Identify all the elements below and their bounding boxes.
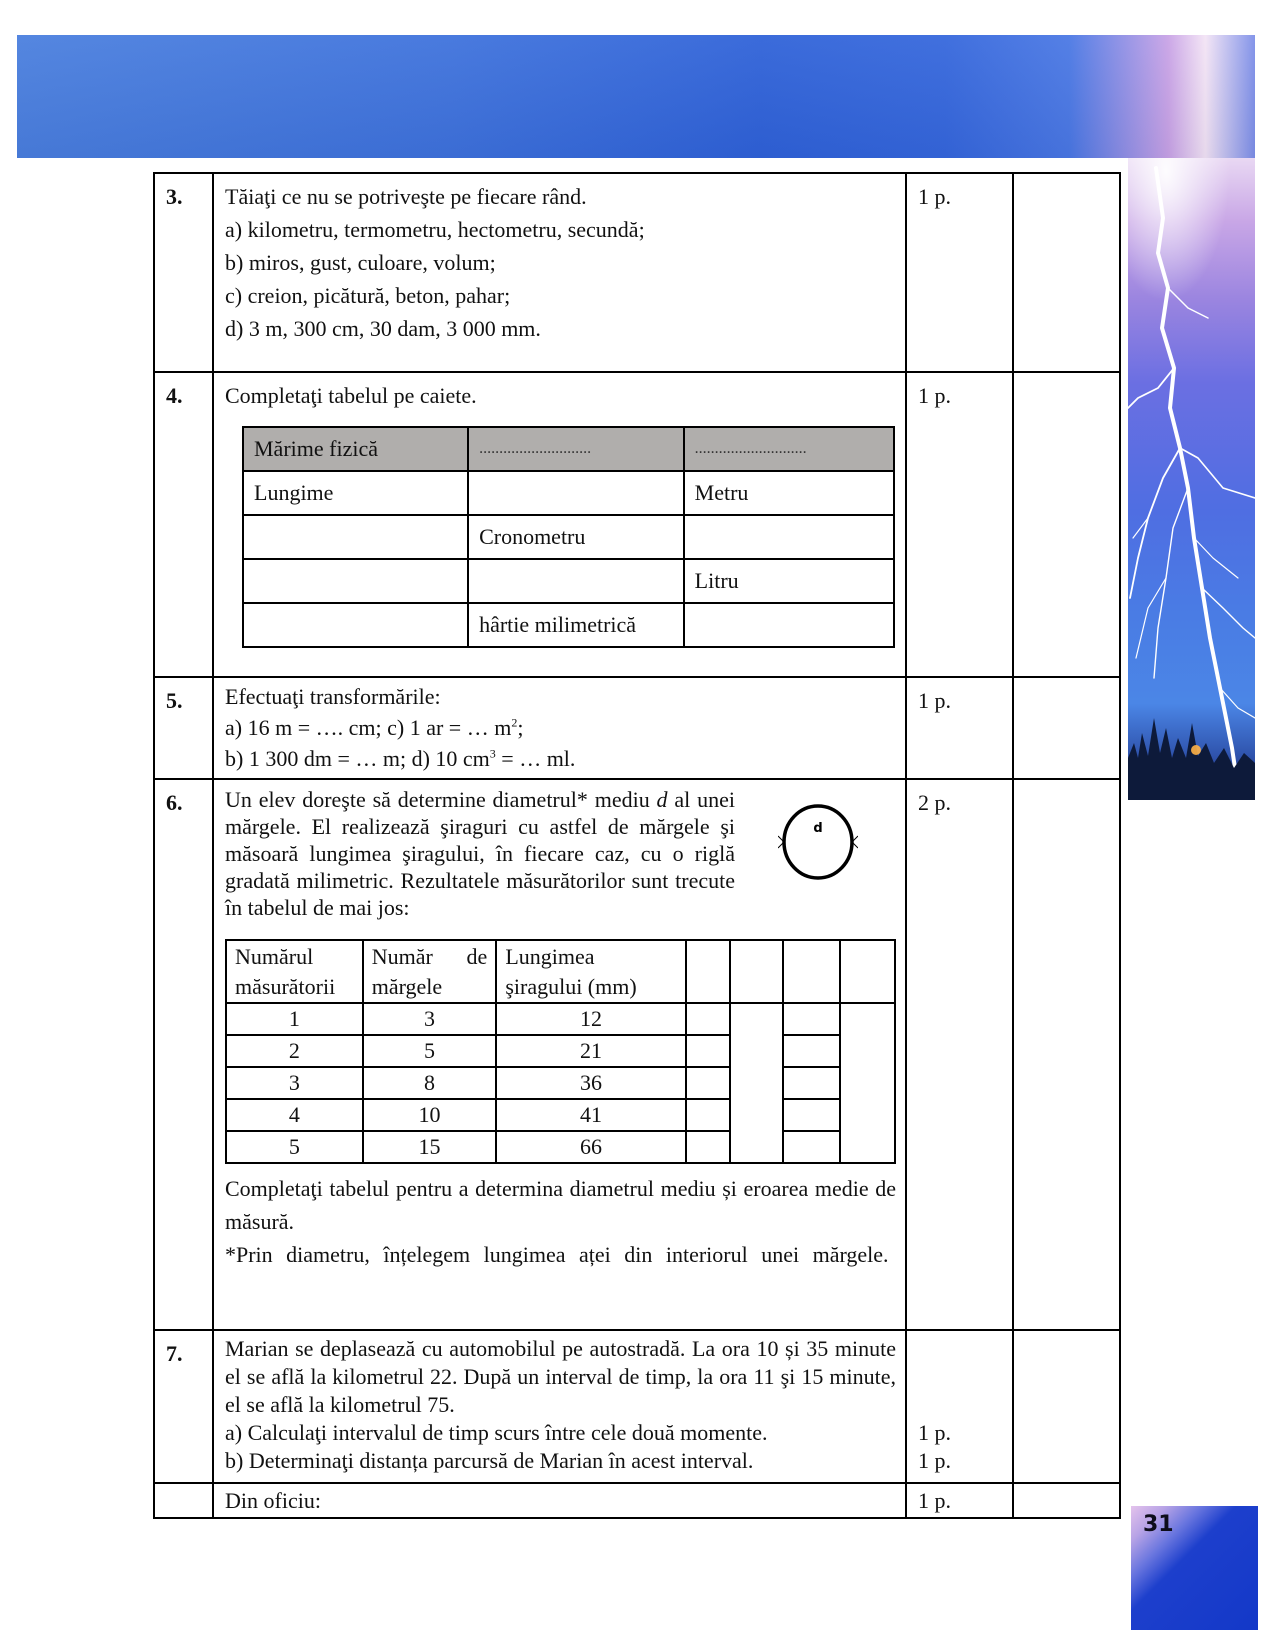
table-header-row [243, 427, 894, 471]
question-title: Tăiaţi ce nu se potriveşte pe fiecare rând. [225, 184, 587, 209]
instruction-text: Completaţi tabelul pentru a determina diametrul mediu și eroarea medie de măsură. [225, 1176, 896, 1234]
din-oficiu-label: Din oficiu: [213, 1483, 906, 1518]
blank-cell[interactable] [686, 1067, 730, 1099]
header-cell-blank[interactable] [783, 940, 840, 1003]
measurement-number: 1 [226, 1003, 363, 1035]
question-7-content [213, 1330, 906, 1483]
score-cell[interactable] [1013, 372, 1120, 677]
table-row [243, 471, 894, 515]
din-oficiu-row [154, 1483, 1120, 1518]
table-row [226, 1035, 895, 1067]
points-cell: 1 p. [906, 677, 1013, 779]
table-cell[interactable]: Litru [684, 559, 894, 603]
variable-d: d [656, 787, 668, 812]
footnote-text: *Prin diametru, înțelegem lungimea aței din interiorul unei mărgele. [225, 1242, 889, 1267]
bead-diagram-icon [778, 802, 858, 882]
measurement-number: 3 [226, 1067, 363, 1099]
blank-cell[interactable] [783, 1099, 840, 1131]
question-item: a) kilometru, termometru, hectometru, secundă; [225, 217, 645, 242]
points-cell [906, 1330, 1013, 1483]
string-length: 21 [496, 1035, 685, 1067]
exponent: 3 [489, 746, 496, 761]
measurement-number: 5 [226, 1131, 363, 1163]
blank-cell[interactable] [783, 1131, 840, 1163]
question-5-row [154, 677, 1120, 779]
question-text [225, 786, 735, 921]
measurement-number: 4 [226, 1099, 363, 1131]
test-table [153, 172, 1121, 1519]
string-length: 66 [496, 1131, 685, 1163]
measurement-number: 2 [226, 1035, 363, 1067]
table-cell[interactable] [468, 471, 684, 515]
blank-merged-cell[interactable] [730, 1003, 784, 1163]
header-cell: Numărul măsurătorii [226, 940, 363, 1003]
blank-cell[interactable] [686, 1003, 730, 1035]
table-cell[interactable]: Metru [684, 471, 894, 515]
header-cell-blank[interactable] [840, 940, 895, 1003]
table-row [243, 559, 894, 603]
blank-cell[interactable] [686, 1035, 730, 1067]
table-header-row [226, 940, 895, 1003]
lightning-image [1128, 158, 1255, 800]
table-row [243, 603, 894, 647]
diagram-label: d [813, 821, 823, 836]
table-cell[interactable] [243, 559, 468, 603]
question-number: 7. [154, 1330, 213, 1483]
question-6-intro [225, 786, 893, 921]
score-cell[interactable] [1013, 779, 1120, 1330]
header-cell-blank[interactable] [730, 940, 784, 1003]
question-item: b) miros, gust, culoare, volum; [225, 250, 496, 275]
question-text-part: Un elev doreşte să determine diametrul* mediu [225, 787, 657, 812]
string-length: 12 [496, 1003, 685, 1035]
question-title: Efectuaţi transformările: [225, 684, 441, 709]
question-3-row [154, 173, 1120, 372]
bead-count: 15 [363, 1131, 497, 1163]
sub-question-a: a) Calculaţi intervalul de timp scurs între cele două momente. [225, 1420, 768, 1445]
bead-count: 8 [363, 1067, 497, 1099]
physical-quantities-table [242, 426, 895, 648]
table-row [226, 1003, 895, 1035]
question-5-content [213, 677, 906, 779]
bead-count: 3 [363, 1003, 497, 1035]
score-cell[interactable] [1013, 1483, 1120, 1518]
question-text: Marian se deplasează cu automobilul pe autostradă. La ora 10 și 35 minute el se află la kilometrul 22. După un interval de timp, la ora 11 şi 15 minute, el se află la kilometrul 75. [225, 1336, 896, 1417]
blank-cell[interactable] [686, 1099, 730, 1131]
table-row [226, 1067, 895, 1099]
points-cell: 1 p. [906, 1483, 1013, 1518]
score-cell[interactable] [1013, 1330, 1120, 1483]
header-cell: Mărime fizică [243, 427, 468, 471]
table-cell[interactable]: hârtie milimetrică [468, 603, 684, 647]
bead-count: 5 [363, 1035, 497, 1067]
score-cell[interactable] [1013, 677, 1120, 779]
string-length: 41 [496, 1099, 685, 1131]
lightning-bolt-icon [1128, 158, 1255, 800]
bead-count: 10 [363, 1099, 497, 1131]
question-number: 3. [154, 173, 213, 372]
blank-cell[interactable] [783, 1067, 840, 1099]
points-cell: 1 p. [906, 372, 1013, 677]
question-number: 6. [154, 779, 213, 1330]
points-cell: 1 p. [906, 173, 1013, 372]
blank-cell[interactable] [783, 1035, 840, 1067]
table-row [226, 1131, 895, 1163]
blank-cell[interactable] [783, 1003, 840, 1035]
table-cell[interactable] [684, 515, 894, 559]
points-b: 1 p. [918, 1448, 951, 1473]
points-cell: 2 p. [906, 779, 1013, 1330]
table-cell[interactable]: Cronometru [468, 515, 684, 559]
question-4-content [213, 372, 906, 677]
question-title: Completaţi tabelul pe caiete. [225, 383, 477, 408]
string-length: 36 [496, 1067, 685, 1099]
measurements-table [225, 939, 896, 1164]
question-6-row [154, 779, 1120, 1330]
header-banner-overlay [17, 35, 1255, 158]
page-number-box [1131, 1506, 1258, 1630]
page-number: 31 [1143, 1512, 1174, 1537]
question-4-row [154, 372, 1120, 677]
header-cell: Număr de mărgele [363, 940, 497, 1003]
table-row [226, 1099, 895, 1131]
header-cell-blank[interactable]: ............................ [684, 427, 894, 471]
points-a: 1 p. [918, 1420, 951, 1445]
header-cell-blank[interactable] [686, 940, 730, 1003]
question-number: 5. [154, 677, 213, 779]
table-cell[interactable] [243, 515, 468, 559]
blank-cell[interactable] [686, 1131, 730, 1163]
question-3-content [213, 173, 906, 372]
score-cell[interactable] [1013, 173, 1120, 372]
empty-number-cell [154, 1483, 213, 1518]
table-cell[interactable]: Lungime [243, 471, 468, 515]
exponent: 2 [511, 715, 518, 730]
conversion-text: ; [517, 715, 524, 740]
blank-merged-cell[interactable] [840, 1003, 895, 1163]
conversion-line-a [225, 712, 893, 743]
conversion-text: = … ml. [495, 746, 576, 771]
table-cell[interactable] [468, 559, 684, 603]
question-item: d) 3 m, 300 cm, 30 dam, 3 000 mm. [225, 316, 541, 341]
conversion-text: a) 16 m = …. cm; c) 1 ar = … m [225, 715, 512, 740]
question-6-content [213, 779, 906, 1330]
header-cell-blank[interactable]: ............................ [468, 427, 684, 471]
header-cell: Lungimea şiragului (mm) [496, 940, 685, 1003]
table-cell[interactable] [243, 603, 468, 647]
table-cell[interactable] [684, 603, 894, 647]
table-row [243, 515, 894, 559]
question-number: 4. [154, 372, 213, 677]
question-text-part: al unei mărgele. El realizează şiraguri cu astfel de mărgele şi măsoară lungimea şiragului, în fiecare caz, cu o riglă gradată milimetric. Rezultatele măsurătorilor sunt trecute în tabelul de mai jos: [225, 787, 735, 920]
conversion-line-b [225, 743, 893, 774]
question-item: c) creion, picătură, beton, pahar; [225, 283, 511, 308]
conversion-text: b) 1 300 dm = … m; d) 10 cm [225, 746, 490, 771]
question-7-row [154, 1330, 1120, 1483]
sub-question-b: b) Determinaţi distanța parcursă de Marian în acest interval. [225, 1448, 754, 1473]
